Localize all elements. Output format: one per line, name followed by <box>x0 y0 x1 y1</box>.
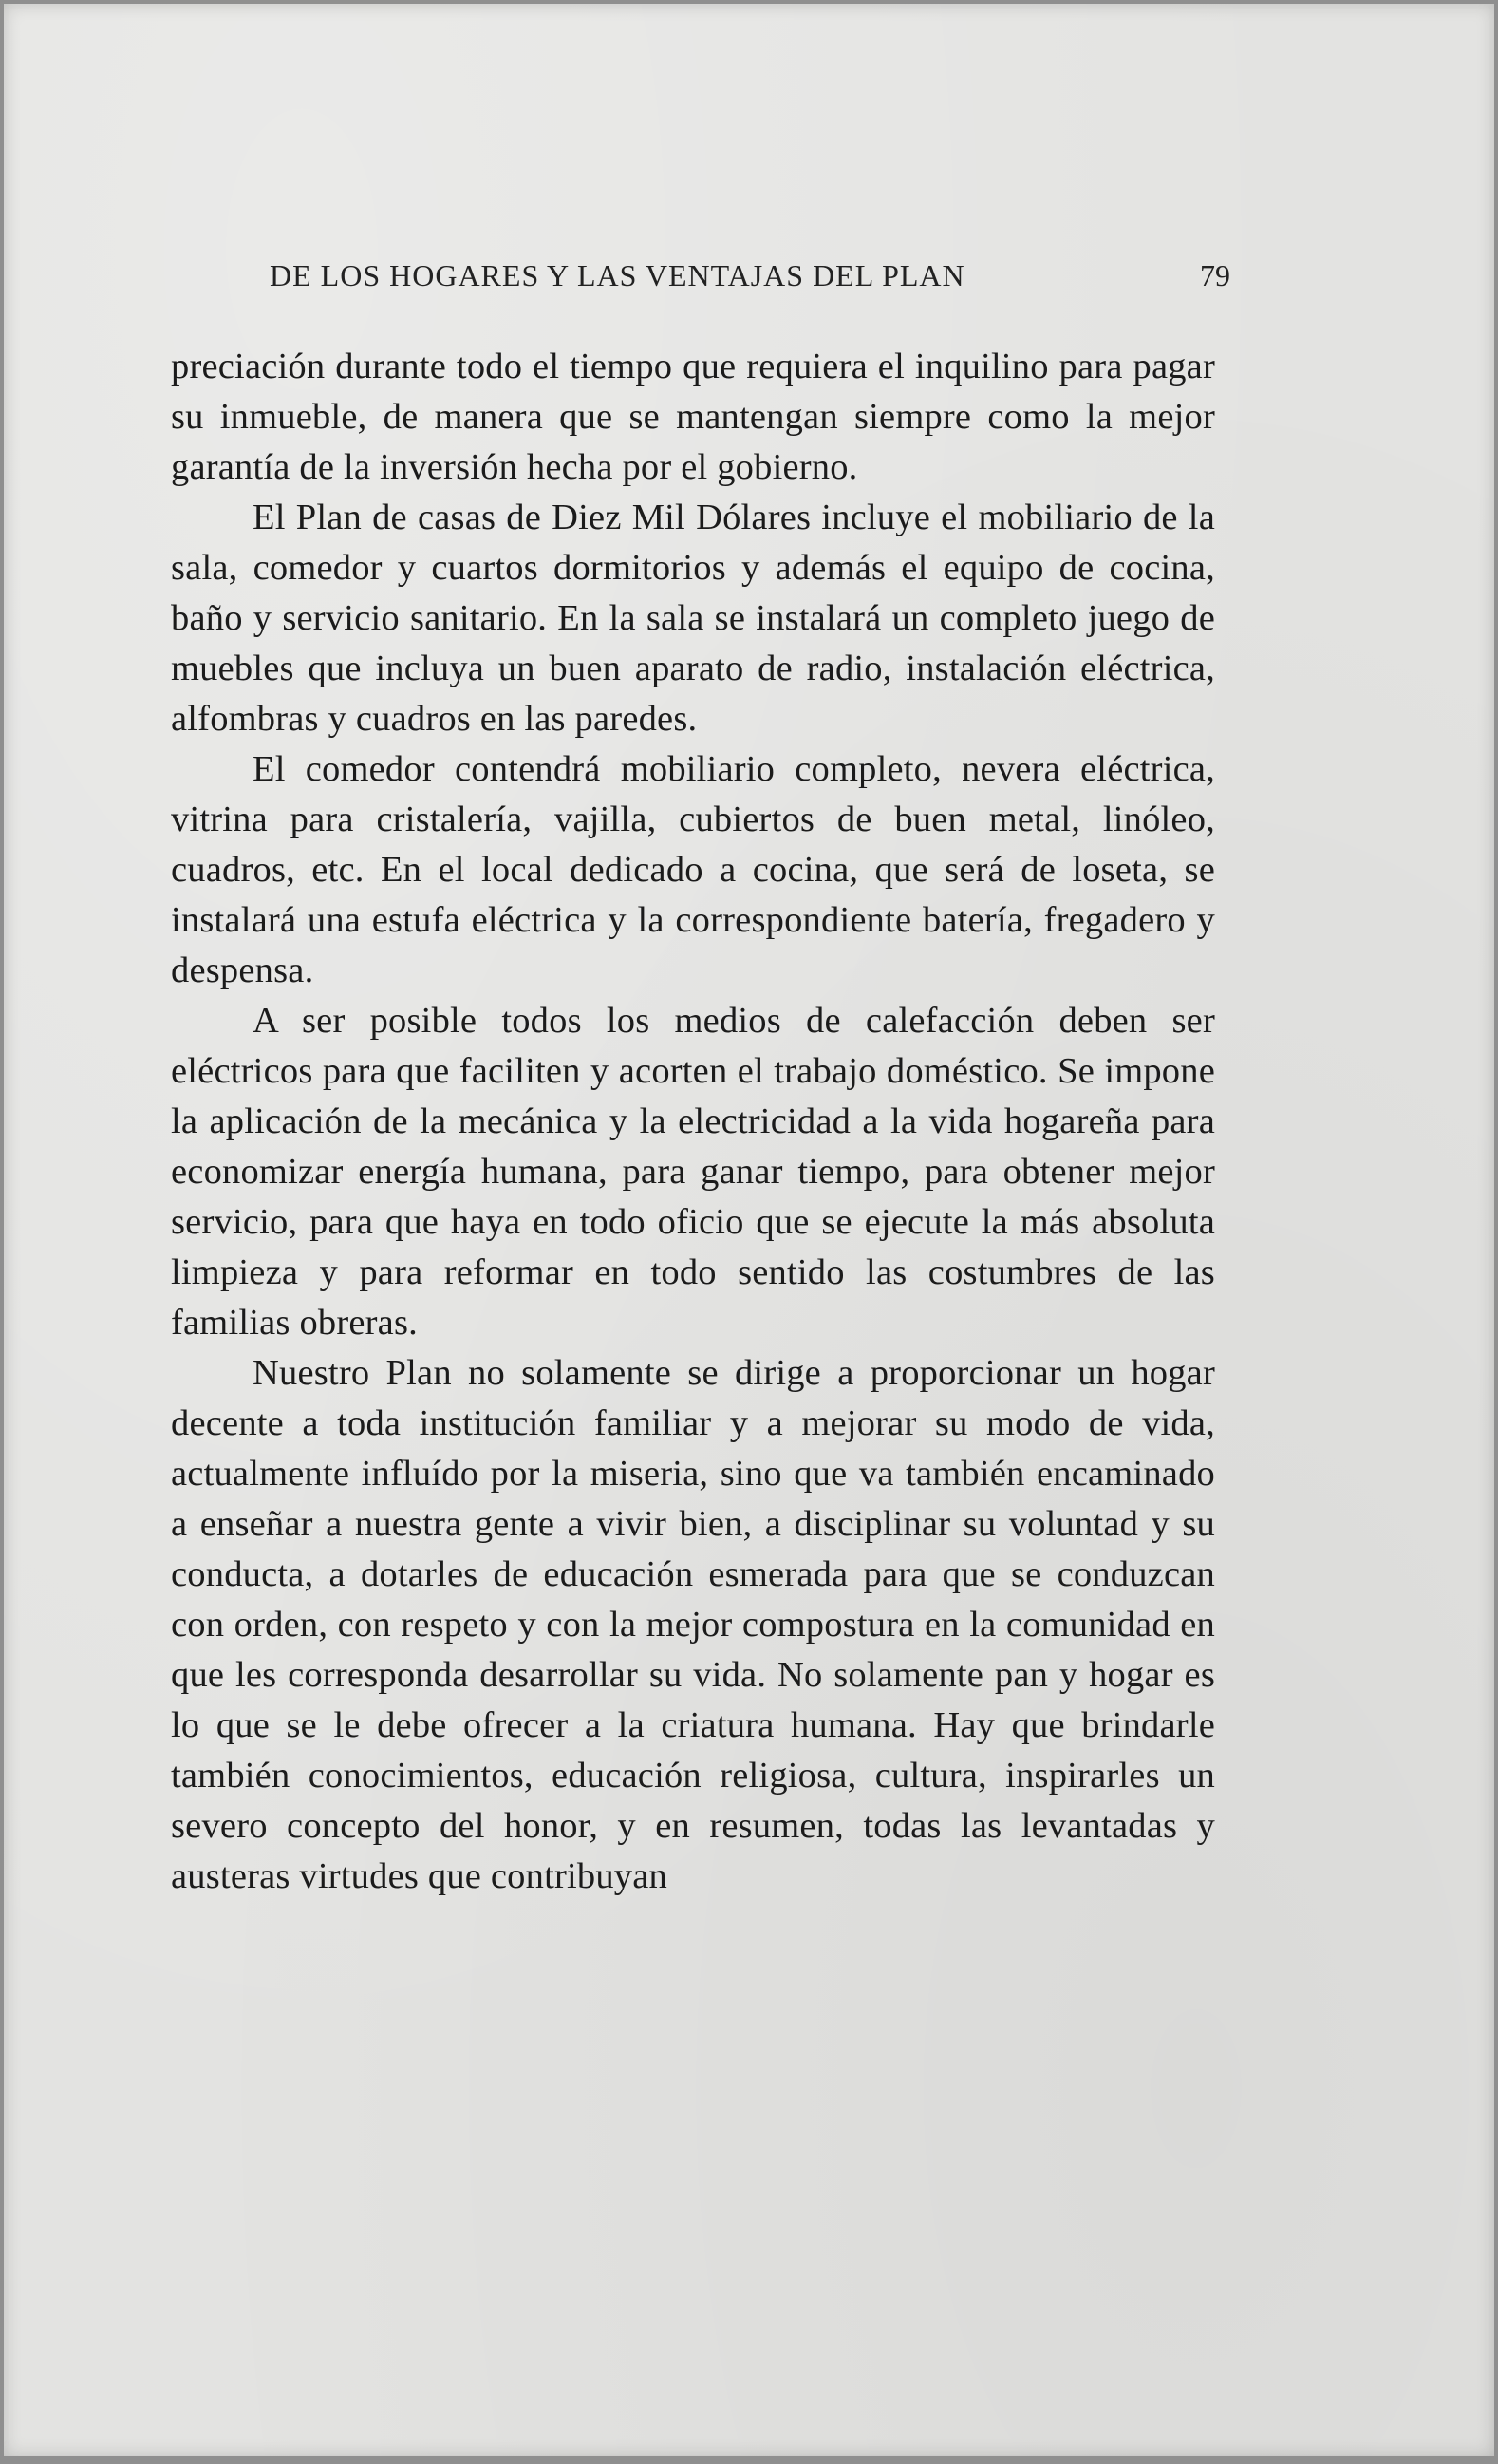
paragraph-2: El Plan de casas de Diez Mil Dólares incluye el mobiliario de la sala, comedor y cuartos dormitorios y además el equipo de cocina, baño y servicio sanitario. En la sala se instalará un completo juego de muebles que incluya un buen aparato de radio, instalación eléctrica, alfombras y cuadros en las paredes. <box>171 498 1215 739</box>
header-title: DE LOS HOGARES Y LAS VENTAJAS DEL PLAN <box>270 258 965 292</box>
paragraph-1: preciación durante todo el tiempo que requiera el inquilino para pagar su inmueble, de manera que se mantengan siempre como la mejor garantía de la inversión hecha por el gobierno. <box>171 347 1215 487</box>
running-header <box>270 258 1230 306</box>
book-page <box>4 4 1494 2456</box>
page-number: 79 <box>1200 258 1230 292</box>
body-text <box>171 342 1215 1902</box>
paragraph-4: A ser posible todos los medios de calefacción deben ser eléctricos para que faciliten y acorten el trabajo doméstico. Se impone la aplicación de la mecánica y la electricidad a la vida hogareña para economizar energía humana, para ganar tiempo, para obtener mejor servicio, para que haya en todo oficio que se ejecute la más absoluta limpieza y para reformar en todo sentido las costumbres de las familias obreras. <box>171 1001 1215 1343</box>
paragraph-3: El comedor contendrá mobiliario completo, nevera eléctrica, vitrina para cristalería, vajilla, cubiertos de buen metal, linóleo, cuadros, etc. En el local dedicado a cocina, que será de loseta, se instalará una estufa eléctrica y la correspondiente batería, fregadero y despensa. <box>171 749 1215 990</box>
paragraph-5: Nuestro Plan no solamente se dirige a proporcionar un hogar decente a toda institución familiar y a mejorar su modo de vida, actualmente influído por la miseria, sino que va también encaminado a enseñar a nuestra gente a vivir bien, a disciplinar su voluntad y su conducta, a dotarles de educación esmerada para que se conduzcan con orden, con respeto y con la mejor compostura en la comunidad en que les corresponda desarrollar su vida. No solamente pan y hogar es lo que se le debe ofrecer a la criatura humana. Hay que brindarle también conocimientos, educación religiosa, cultura, inspirarles un severo concepto del honor, y en resumen, todas las levantadas y austeras virtudes que contribuyan <box>171 1353 1215 1896</box>
